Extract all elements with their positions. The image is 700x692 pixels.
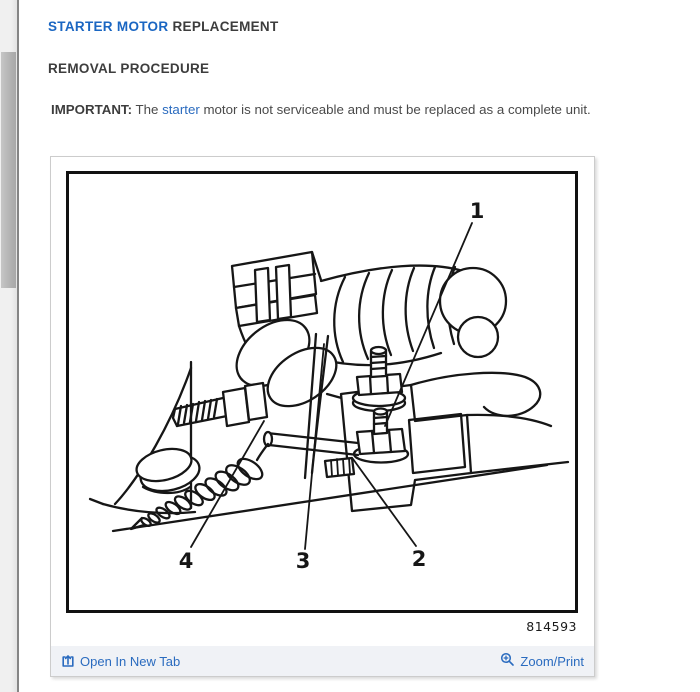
notice-text-after: motor is not serviceable and must be replaced as a complete unit. — [199, 102, 591, 117]
notice-text-before: The — [132, 102, 163, 117]
starter-motor-diagram — [69, 174, 575, 610]
upper-terminal-stud — [353, 347, 405, 411]
callout-labels — [179, 199, 485, 573]
figure-footer — [51, 646, 594, 676]
zoom-print-button[interactable] — [500, 654, 584, 669]
pane-divider — [17, 0, 19, 692]
zoom-print-label: Zoom/Print — [520, 653, 584, 669]
figure-frame — [66, 171, 578, 613]
page-title — [48, 19, 279, 34]
callout-1-label: 1 — [469, 199, 485, 223]
callout-3-label: 3 — [295, 549, 311, 573]
section-title: REMOVAL PROCEDURE — [48, 61, 210, 76]
figure-container — [50, 156, 595, 677]
open-in-new-tab-icon — [61, 654, 75, 668]
open-in-new-tab-label: Open In New Tab — [80, 653, 181, 669]
solenoid-cylinder — [319, 266, 506, 366]
page-title-rest: REPLACEMENT — [172, 19, 279, 34]
important-notice — [51, 101, 651, 118]
scrollbar-track[interactable] — [0, 0, 17, 692]
callout-2-label: 2 — [411, 547, 427, 571]
figure-part-number: 814593 — [526, 619, 577, 634]
important-label: IMPORTANT: — [51, 102, 133, 117]
scrollbar-thumb[interactable] — [1, 52, 16, 288]
callout-4-label: 4 — [178, 549, 194, 573]
threaded-stud — [173, 383, 267, 426]
zoom-print-icon — [500, 652, 515, 667]
open-in-new-tab-button[interactable] — [61, 654, 180, 669]
page-title-link[interactable]: STARTER MOTOR — [48, 19, 169, 34]
starter-link[interactable]: starter — [162, 102, 200, 117]
